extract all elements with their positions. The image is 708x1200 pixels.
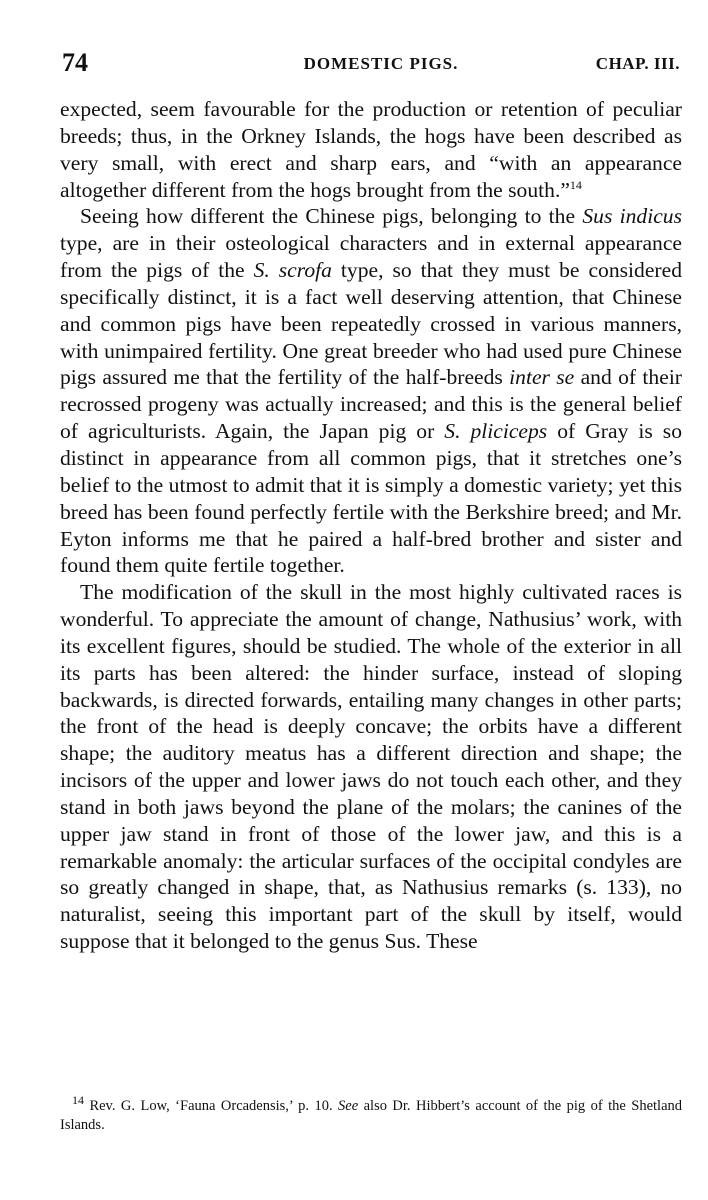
paragraph-2-text-b: type, are in their osteological characters and in external appearance from the pigs of the [60, 231, 682, 283]
paragraph-1 [60, 96, 682, 203]
body-text [60, 96, 682, 955]
species-name: S. scrofa [253, 258, 332, 283]
footnote-reference: 14 [569, 177, 582, 192]
paragraph-2 [60, 203, 682, 579]
paragraph-2-text-d: and of their recrossed progeny was actually increased; and this is the general belief of agriculturists. Again, the Japan pig or [60, 365, 683, 444]
paragraph-2-text-a: Seeing how different the Chinese pigs, belonging to the [80, 204, 583, 229]
footnote-see: See [338, 1098, 359, 1114]
footnote-text-a: Rev. G. Low, ‘Fauna Orcadensis,’ p. 10. [84, 1098, 339, 1114]
page-number: 74 [62, 48, 88, 77]
page-header [62, 46, 680, 78]
latin-phrase: inter se [509, 365, 575, 390]
paragraph-3-text: The modification of the skull in the most highly cultivated races is wonderful. To appreciate the amount of change, Nathusius’ work, with its excellent figures, should be studied. The whole of the exterior in all its parts has been altered: the hinder surface, instead of sloping backwards, is directed forwards, entailing many changes in other parts; the front of the head is deeply concave; the orbits have a different shape; the auditory meatus has a different direction and shape; the incisors of the upper and lower jaws do not touch each other, and they stand in both jaws beyond the plane of the molars; the canines of the upper jaw stand in front of those of the lower jaw, and this is a remarkable anomaly: the articular surfaces of the occipital condyles are so greatly changed in shape, that, as Nathusius remarks (s. 133), no naturalist, seeing this important part of the skull by itself, would suppose that it belonged to the genus Sus. These [60, 580, 682, 954]
paragraph-2-text-e: of Gray is so distinct in appearance from all common pigs, that it stretches one’s belief to the utmost to admit that it is simply a domestic variety; yet this breed has been found perfectly fertile with the Berkshire breed; and Mr. Eyton informs me that he paired a half-bred brother and sister and found them quite fertile together. [60, 419, 682, 578]
chapter-label: CHAP. III. [595, 54, 680, 73]
paragraph-3 [60, 579, 682, 955]
paragraph-1-text: expected, seem favourable for the production or retention of peculiar breeds; thus, in the Orkney Islands, the hogs have been described as very small, with erect and sharp ears, and “with an appearance altogether different from the hogs brought from the south.” [60, 97, 682, 202]
footnote-text-b: also Dr. Hibbert’s account of the pig of the Shetland Islands. [60, 1098, 682, 1133]
footnote-number: 14 [72, 1093, 84, 1108]
running-title: DOMESTIC PIGS. [303, 54, 459, 73]
species-name: Sus indicus [582, 204, 683, 229]
species-name: S. pliciceps [444, 419, 548, 444]
paragraph-2-text-c: type, so that they must be considered specifically distinct, it is a fact well deserving attention, that Chinese and common pigs have been repeatedly crossed in various manners, with unimpaired fertility. One great breeder who had used pure Chinese pigs assured me that the fertility of the half-breeds [60, 258, 683, 390]
footnote [60, 1093, 682, 1135]
